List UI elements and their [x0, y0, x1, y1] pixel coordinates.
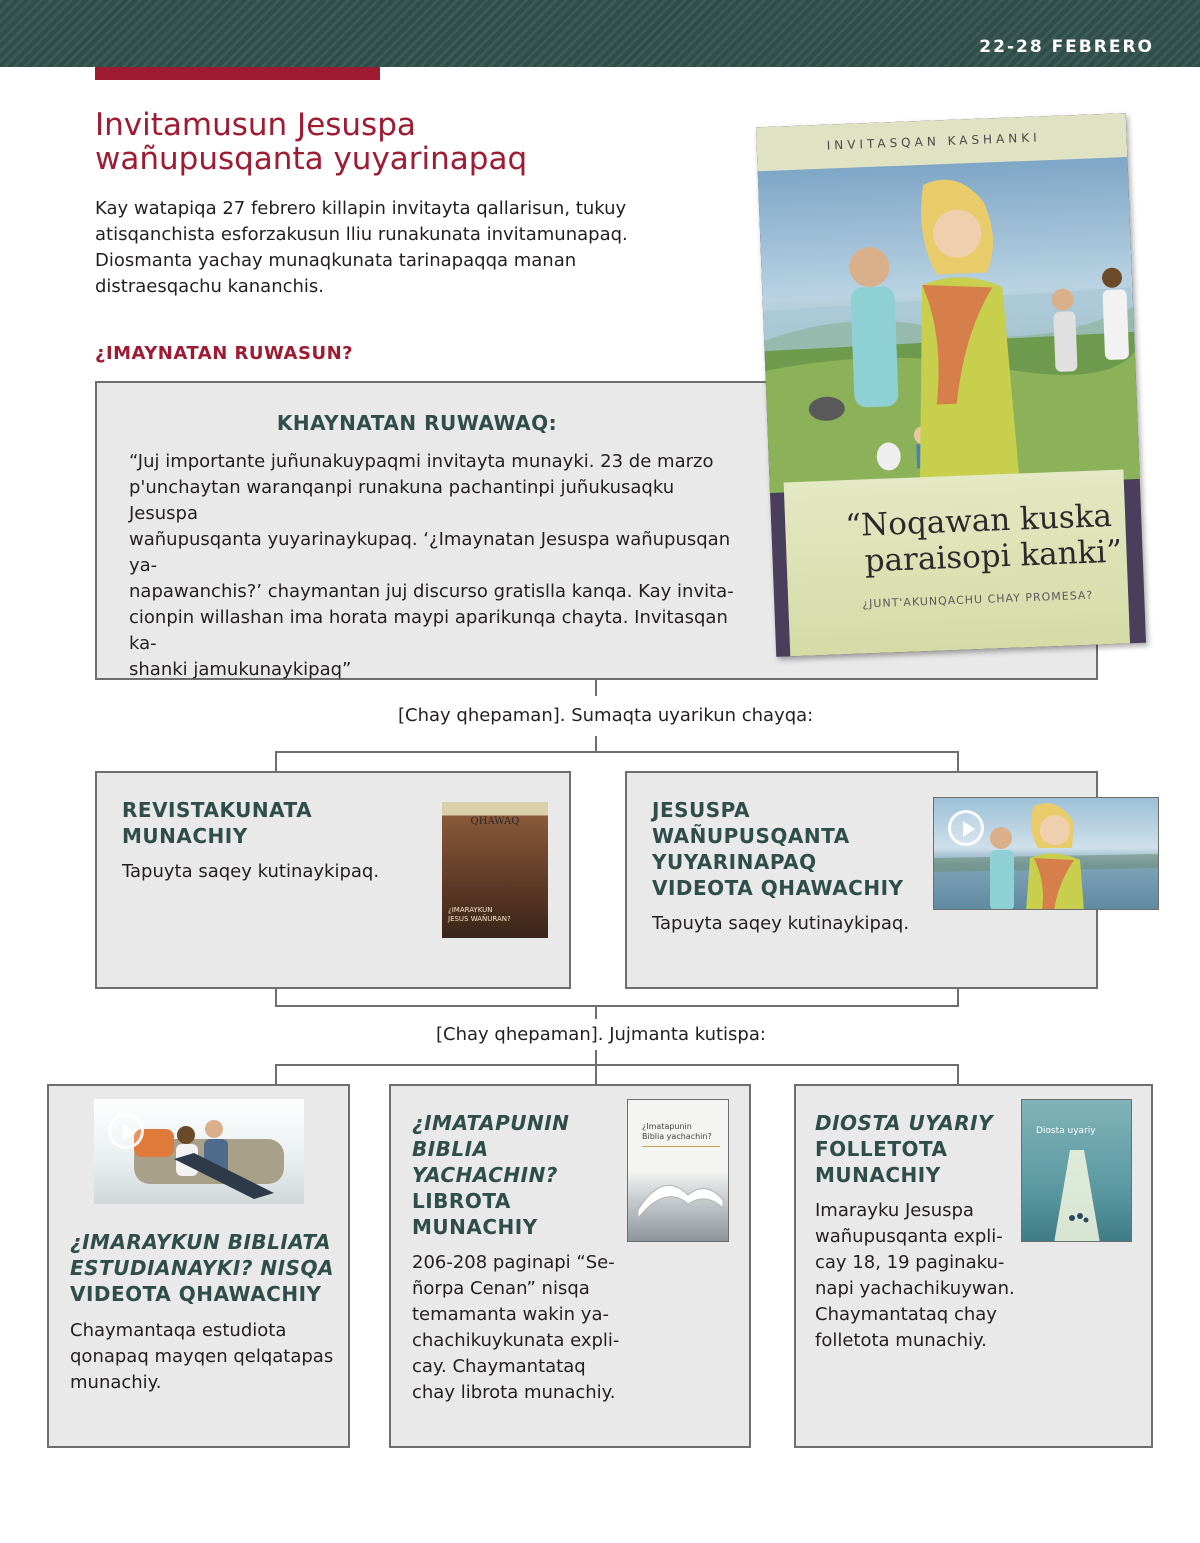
card-heading: [652, 797, 904, 901]
heading-line: ¿IMARAYKUN BIBLIATA: [70, 1230, 331, 1254]
section-heading: ¿IMAYNATAN RUWASUN?: [95, 343, 354, 364]
flow-connector: [275, 751, 959, 753]
quote-line: cionpin willashan ima horata maypi aparikunqa chayta. Invitasqan ka-: [129, 607, 728, 654]
card-heading: [122, 797, 312, 849]
heading-line: REVISTAKUNATA: [122, 798, 313, 822]
quote-line: napawanchis?’ chaymantan juj discurso gratislla kanqa. Kay invita-: [129, 581, 734, 602]
magazine-title: QHAWAQ: [470, 816, 520, 827]
brochure-title: Diosta uyariy: [1036, 1126, 1096, 1136]
flow-connector: [595, 1005, 597, 1019]
tract-title-line: paraisopi kanki”: [864, 533, 1123, 580]
text-line: 206-208 paginapi “Se-: [412, 1252, 615, 1273]
flow-connector: [275, 1064, 959, 1066]
intro-line: distraesqachu kananchis.: [95, 276, 325, 297]
heading-line: MUNACHIY: [412, 1215, 538, 1239]
quote-line: “Juj importante juñunakuypaqmi invitayta munayki. 23 de marzo: [129, 451, 714, 472]
memorial-video-thumbnail[interactable]: [933, 797, 1159, 910]
intro-line: Kay watapiqa 27 febrero killapin invitayta qallarisun, tukuy: [95, 198, 627, 219]
heading-line: FOLLETOTA: [815, 1137, 948, 1161]
heading-line: VIDEOTA QHAWACHIY: [70, 1282, 322, 1306]
heading-line: WAÑUPUSQANTA: [652, 824, 850, 848]
intro-paragraph: [95, 196, 655, 300]
connector-label: [Chay qhepaman]. Jujmanta kutispa:: [436, 1024, 766, 1045]
quote-line: wañupusqanta yuyarinaykupaq. ‘¿Imaynatan Jesuspa wañupusqan ya-: [129, 529, 731, 576]
card-text: Tapuyta saqey kutinaykipaq.: [122, 861, 380, 882]
cover-line: JESUS WAÑURAN?: [448, 915, 511, 923]
card-text: [815, 1198, 1015, 1354]
bible-study-video-thumbnail[interactable]: [94, 1099, 304, 1204]
bible-study-video-card: [47, 1084, 350, 1448]
title-line: Invitamusun Jesuspa: [95, 107, 416, 143]
heading-line: ESTUDIANAYKI? NISQA: [70, 1256, 334, 1280]
card-heading: [412, 1110, 569, 1240]
text-line: cay. Chaymantataq: [412, 1356, 586, 1377]
flow-connector: [275, 1005, 959, 1007]
card-text: Tapuyta saqey kutinaykipaq.: [652, 913, 910, 934]
heading-line: ¿IMATAPUNIN: [412, 1111, 570, 1135]
cover-line: ¿IMARAYKUN: [448, 906, 493, 914]
quote-line: p'unchaytan waranqanpi runakuna pachantinpi juñukusaqku Jesuspa: [129, 477, 675, 524]
heading-line: MUNACHIY: [815, 1163, 941, 1187]
accent-bar: [95, 67, 380, 80]
flow-connector: [595, 680, 597, 696]
text-line: folletota munachiy.: [815, 1330, 987, 1351]
play-icon[interactable]: [948, 810, 984, 846]
bible-teach-book-cover: [627, 1099, 729, 1242]
light-path-illustration: [1022, 1100, 1132, 1242]
box-heading: KHAYNATAN RUWAWAQ:: [276, 411, 558, 435]
week-date: 22-28 FEBRERO: [979, 37, 1154, 57]
text-line: wañupusqanta expli-: [815, 1226, 1003, 1247]
flow-connector: [275, 987, 277, 1007]
heading-line: JESUSPA: [652, 798, 750, 822]
heading-line: DIOSTA UYARIY: [815, 1111, 994, 1135]
card-heading: [70, 1229, 334, 1307]
flow-connector: [957, 1064, 959, 1086]
text-line: temamanta wakin ya-: [412, 1304, 609, 1325]
play-icon[interactable]: [108, 1113, 144, 1149]
flow-connector: [595, 1064, 597, 1086]
flow-connector: [957, 987, 959, 1007]
open-book-illustration: [628, 1100, 729, 1242]
connector-label: [Chay qhepaman]. Sumaqta uyarikun chayqa:: [398, 705, 814, 726]
tract-title-panel: [784, 469, 1130, 656]
invitation-tract-image: [756, 113, 1146, 657]
flow-connector: [595, 736, 597, 752]
magazine-cover-text: [448, 906, 511, 924]
header-band: [0, 0, 1200, 67]
text-line: qonapaq mayqen qelqatapas: [70, 1346, 334, 1367]
card-text: [412, 1250, 619, 1406]
paradise-scene-illustration: [758, 157, 1140, 493]
flow-connector: [275, 1064, 277, 1086]
intro-line: Diosmanta yachay munaqkunata tarinapaqqa manan: [95, 250, 577, 271]
heading-line: VIDEOTA QHAWACHIY: [652, 876, 904, 900]
cover-line: ¿Imatapunin: [642, 1122, 692, 1131]
text-line: napi yachachikuywan.: [815, 1278, 1015, 1299]
sample-quote: [129, 449, 739, 683]
card-heading: [815, 1110, 993, 1188]
flow-connector: [275, 751, 277, 773]
tract-subtitle: ¿JUNT'AKUNQACHU CHAY PROMESA?: [862, 588, 1094, 611]
flow-connector: [957, 751, 959, 773]
text-line: chay librota munachiy.: [412, 1382, 616, 1403]
tract-title-line: “Noqawan kuska: [844, 497, 1113, 545]
card-text: [70, 1318, 333, 1396]
bible-teach-book-card: [389, 1084, 751, 1448]
magazines-card: [95, 771, 571, 989]
intro-line: atisqanchista esforzakusun lliu runakunata invitamunapaq.: [95, 224, 628, 245]
magazine-cover-image: [442, 802, 548, 938]
heading-line: MUNACHIY: [122, 824, 248, 848]
heading-line: LIBROTA: [412, 1189, 511, 1213]
tract-title: [845, 497, 1128, 580]
text-line: munachiy.: [70, 1372, 162, 1393]
tract-photo: [758, 157, 1140, 493]
heading-line: YACHACHIN?: [412, 1163, 558, 1187]
page-title: [95, 108, 655, 176]
text-line: ñorpa Cenan” nisqa: [412, 1278, 590, 1299]
listen-to-god-brochure-cover: [1021, 1099, 1132, 1242]
text-line: Imarayku Jesuspa: [815, 1200, 974, 1221]
listen-to-god-card: [794, 1084, 1153, 1448]
heading-line: BIBLIA: [412, 1137, 489, 1161]
text-line: Chaymantataq chay: [815, 1304, 997, 1325]
heading-line: YUYARINAPAQ: [652, 850, 817, 874]
cover-line: Biblia yachachin?: [642, 1132, 712, 1141]
tract-tag: INVITASQAN KASHANKI: [826, 130, 1041, 153]
quote-line: shanki jamukunaykipaq”: [129, 659, 352, 680]
title-line: wañupusqanta yuyarinapaq: [95, 141, 528, 177]
text-line: Chaymantaqa estudiota: [70, 1320, 287, 1341]
text-line: cay 18, 19 paginaku-: [815, 1252, 1005, 1273]
text-line: chachikuykunata expli-: [412, 1330, 620, 1351]
